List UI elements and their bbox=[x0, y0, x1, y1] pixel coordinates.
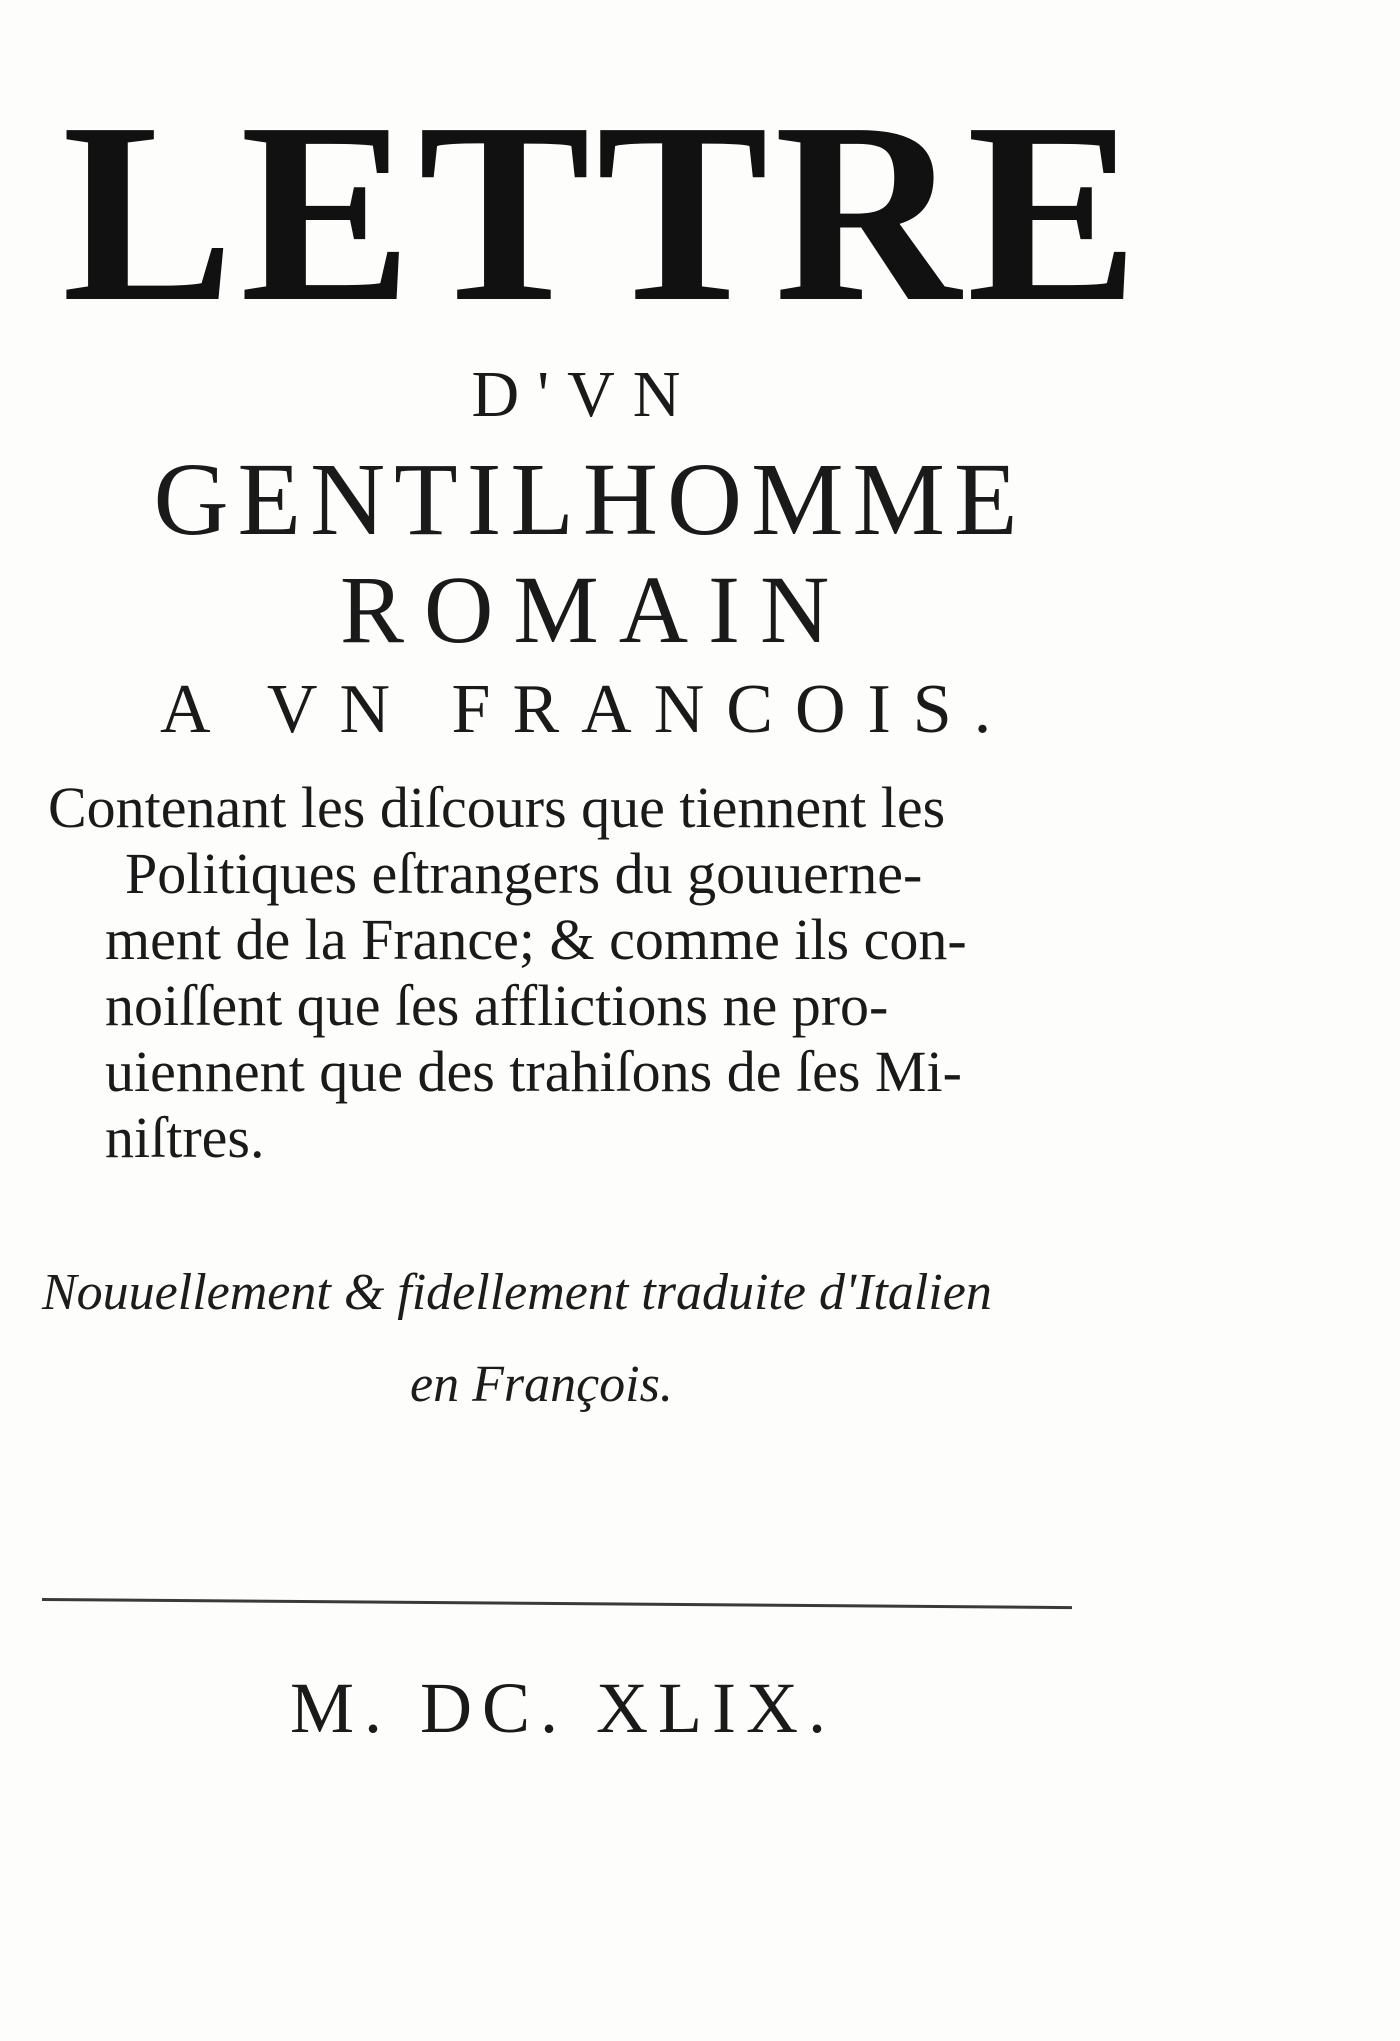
description-line: Contenant les diſcours que tiennent les bbox=[48, 775, 946, 840]
description-line: niſtres. bbox=[105, 1105, 265, 1170]
document-title: LETTRE bbox=[62, 69, 1145, 355]
description-line: noiſſent que ſes afflictions ne pro- bbox=[105, 973, 889, 1038]
description-line: Politiques eſtrangers du gouuerne- bbox=[125, 841, 923, 906]
translation-note-line: Nouuellement & fidellement traduite d'Italien bbox=[42, 1264, 992, 1321]
subtitle-line-4: A VN FRANCOIS. bbox=[160, 671, 1014, 748]
publication-date: M. DC. XLIX. bbox=[290, 1668, 836, 1748]
subtitle-line-1: D'VN bbox=[471, 358, 699, 431]
horizontal-rule bbox=[42, 1598, 1072, 1609]
subtitle-line-3: ROMAIN bbox=[340, 556, 850, 663]
description-line: uiennent que des trahiſons de ſes Mi- bbox=[105, 1039, 962, 1104]
translation-note-line: en François. bbox=[410, 1356, 673, 1413]
description-line: ment de la France; & comme ils con- bbox=[105, 907, 967, 972]
subtitle-line-2: GENTILHOMME bbox=[153, 442, 1027, 557]
